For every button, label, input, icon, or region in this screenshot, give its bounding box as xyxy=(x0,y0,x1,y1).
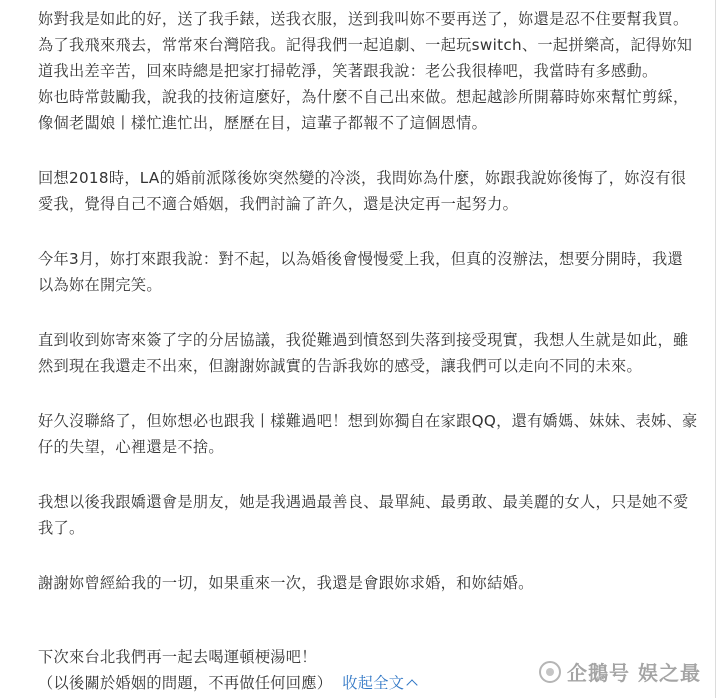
collapse-full-text-link[interactable] xyxy=(342,674,416,692)
penguin-logo-icon xyxy=(539,661,561,683)
watermark-text: 企鵝号 娱之最 xyxy=(567,661,701,685)
paragraph-encouragement: 妳也時常鼓勵我，說我的技術這麼好，為什麼不自己出來做。想起越診所開幕時妳來幫忙剪綵，像個老闆娘丨樣忙進忙出，歷歷在目，這輩子都報不了這個恩情。 xyxy=(38,88,689,132)
paragraph-separation: 直到收到妳寄來簽了字的分居協議，我從難過到憤怒到失落到接受現實，我想人生就是如此，雖然到現在我還走不出來，但謝謝妳誠實的告訴我妳的感受，讓我們可以走向不同的未來。 xyxy=(38,331,689,375)
collapse-label[interactable]: 收起全文 xyxy=(342,674,405,692)
note-line xyxy=(38,670,416,696)
paragraph-family: 好久沒聯絡了，但妳想必也跟我丨樣難過吧！想到妳獨自在家跟QQ，還有嬌媽、妹妹、表姊、豪仔的失望，心裡還是不捨。 xyxy=(38,412,698,456)
paragraph-thanks: 謝謝妳曾經給我的一切，如果重來一次，我還是會跟妳求婚，和妳結婚。 xyxy=(38,574,534,592)
paragraph-2018: 回想2018時，LA的婚前派隊後妳突然變的冷淡，我問妳為什麼，妳跟我說妳後悔了，妳沒有很愛我，覺得自己不適合婚姻，我們討論了許久，還是決定再一起努力。 xyxy=(38,169,687,213)
watermark xyxy=(539,657,701,686)
paragraph-march: 今年3月，妳打來跟我說：對不起，以為婚後會慢慢愛上我，但真的沒辦法，想要分開時，我還以為妳在開完笑。 xyxy=(38,250,683,294)
chevron-up-icon[interactable] xyxy=(407,679,418,690)
article-body xyxy=(38,6,698,625)
no-response-note: （以後關於婚姻的問題，不再做任何回應） xyxy=(38,674,333,692)
paragraph-friends: 我想以後我跟嬌還會是朋友，她是我遇過最善良、最單純、最勇敢、最美麗的女人，只是她不愛我了。 xyxy=(38,493,689,537)
article-ending xyxy=(38,644,416,696)
paragraph-gifts: 妳對我是如此的好，送了我手錶，送我衣服，送到我叫妳不要再送了，妳還是忍不住要幫我買。為了我飛來飛去，常常來台灣陪我。記得我們一起追劇、一起玩switch、一起拼樂高，記得妳知道我出差辛苦，回來時總是把家打掃乾淨，笑著跟我說：老公我很棒吧，我當時有多感動。 xyxy=(38,10,693,80)
closing-line: 下次來台北我們再一起去喝運頓梗湯吧！ xyxy=(38,648,317,666)
